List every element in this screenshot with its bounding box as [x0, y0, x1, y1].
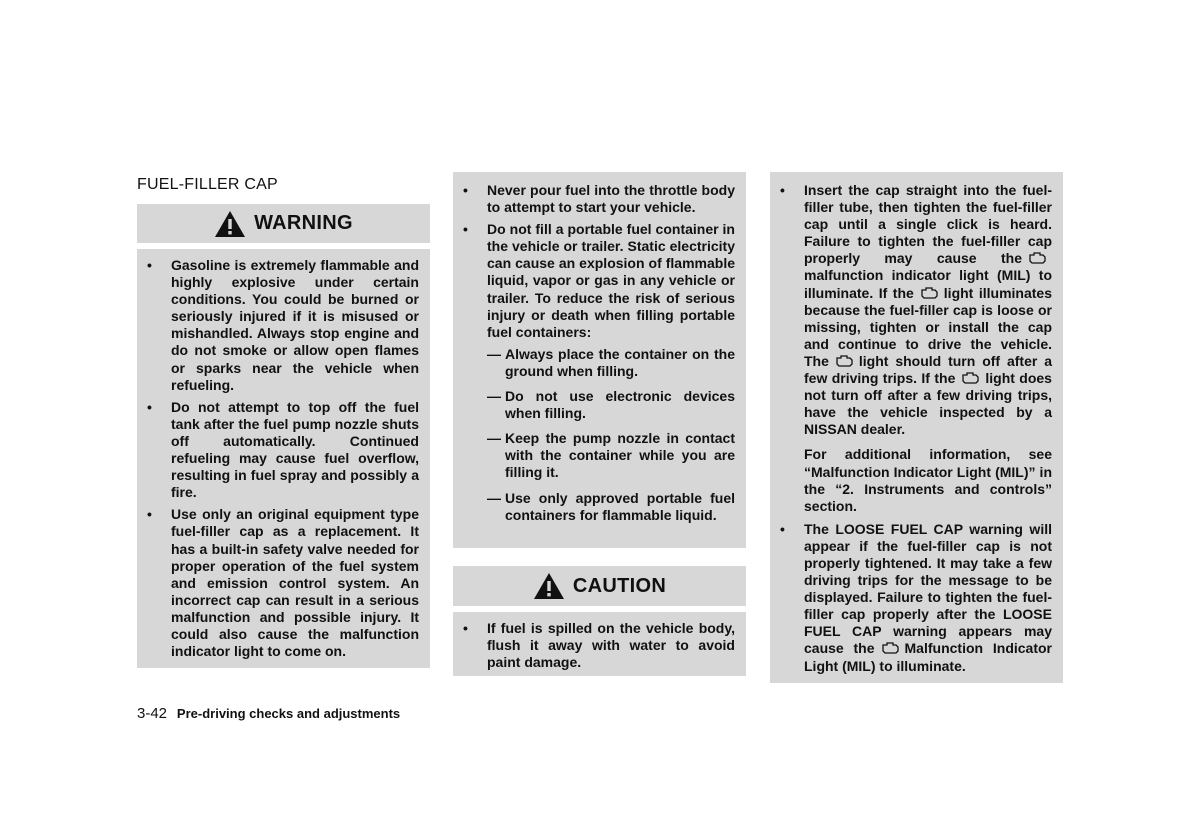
info-item-text-a: Insert the cap straight into the fuel-filler tube, then tighten the fuel-filler cap until a single click is heard. Failure to tighten the fuel-filler cap properly may cause the: [804, 182, 1052, 267]
engine-check-icon: [833, 354, 855, 368]
warning-subitem: — Do not use electronic devices when filling.: [453, 388, 735, 422]
warning-header: [137, 204, 430, 246]
caution-triangle-icon: [533, 572, 565, 600]
info-item-text-c: light illuminates because the fuel-filler cap is loose or missing, tighten or install the cap and continue to drive the vehicle. The: [804, 284, 1052, 369]
caution-label: CAUTION: [572, 574, 667, 597]
engine-check-icon: [918, 286, 940, 300]
warning-continued-body: [453, 172, 746, 548]
caution-header: [453, 566, 746, 609]
engine-check-icon: [959, 371, 981, 385]
page-number: 3-42: [137, 705, 168, 722]
engine-check-icon: [1026, 251, 1048, 265]
warning-subitem: — Use only approved portable fuel containers for flammable liquid.: [453, 490, 735, 524]
info-item-text-b: malfunction indicator light (MIL) to illuminate. If the: [804, 267, 1052, 301]
warning-triangle-icon: [214, 210, 246, 238]
chapter-title: Pre-driving checks and adjustments: [176, 706, 401, 721]
warning-item: • Never pour fuel into the throttle body to attempt to start your vehicle.: [453, 182, 735, 216]
info-item: [770, 182, 1052, 438]
page-footer: [137, 705, 400, 722]
info-item-text-e: light does not turn off after a few driving trips, have the vehicle inspected by a NISSAN dealer.: [804, 370, 1052, 438]
caution-item: • If fuel is spilled on the vehicle body, flush it away with water to avoid paint damage.: [453, 620, 735, 671]
info-box: [770, 172, 1063, 683]
warning-item: • Do not attempt to top off the fuel tank after the fuel pump nozzle shuts off automatically. Continued refueling may cause fuel overflow, resulting in fuel spray and possibly a fire.: [137, 399, 419, 502]
info-item: [770, 521, 1052, 675]
info-item-text-b: Malfunction Indicator Light (MIL) to illuminate.: [804, 640, 1052, 674]
info-paragraph: For additional information, see “Malfunction Indicator Light (MIL)” in the “2. Instruments and controls” section.: [804, 446, 1052, 514]
info-item-text-d: light should turn off after a few driving trips. If the: [804, 352, 1052, 387]
section-title: FUEL-FILLER CAP: [137, 176, 278, 193]
warning-item: • Do not fill a portable fuel container in the vehicle or trailer. Static electricity can cause an explosion of flammable liquid, vapor or gas in any vehicle or trailer. To reduce the risk of serious injury or death when filling portable fuel containers:: [453, 221, 735, 341]
warning-subitem: — Keep the pump nozzle in contact with the container while you are filling it.: [453, 430, 735, 481]
warning-item: • Gasoline is extremely flammable and highly explosive under certain conditions. You could be burned or seriously injured if it is misused or mishandled. Always stop engine and do not smoke or allow open flames or sparks near the vehicle when refueling.: [137, 257, 419, 394]
warning-label: WARNING: [254, 212, 353, 234]
caution-body: [453, 612, 746, 676]
warning-subitem: — Always place the container on the ground when filling.: [453, 346, 735, 380]
warning-item: • Use only an original equipment type fuel-filler cap as a replacement. It has a built-in safety valve needed for proper operation of the fuel system and emission control system. An incorrect cap can result in a serious malfunction and possible injury. It could also cause the malfunction indicator light to come on.: [137, 506, 419, 660]
info-item-text-a: The LOOSE FUEL CAP warning will appear if the fuel-filler cap is not properly tightened. It may take a few driving trips for the message to be displayed. Failure to tighten the fuel-filler cap properly after the LOOSE FUEL CAP warning appears may cause the: [804, 520, 1052, 657]
engine-check-icon: [879, 641, 901, 655]
warning-body: [137, 249, 430, 668]
